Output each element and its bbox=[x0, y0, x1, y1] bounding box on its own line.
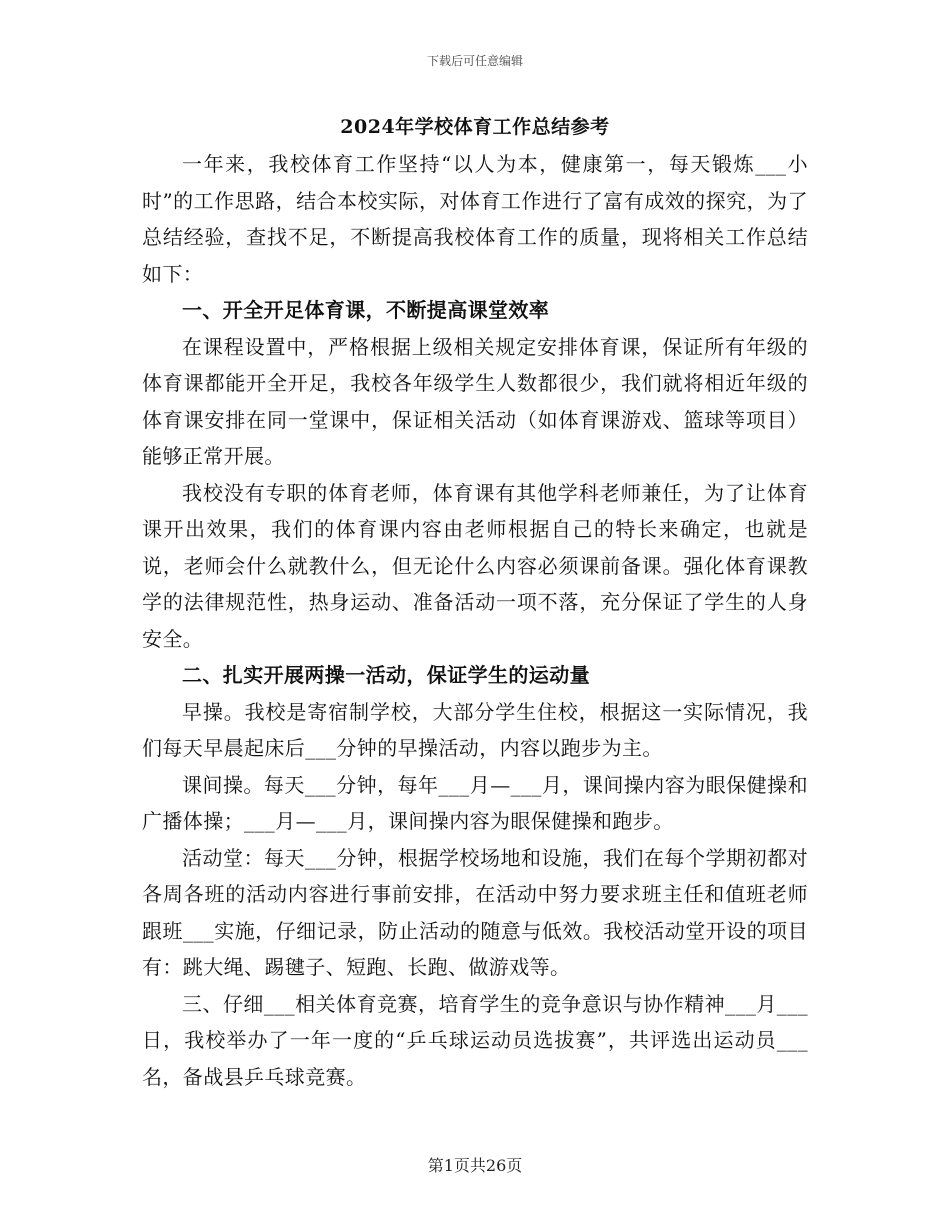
section-paragraph-3: 三、仔细___相关体育竞赛，培育学生的竞争意识与协作精神___月___日，我校举办了一年一度的“乒乓球运动员选拔赛”，共评选出运动员___名，备战县乒乓球竞赛。 bbox=[142, 991, 808, 1089]
page-number-footer: 第1页共26页 bbox=[427, 1156, 523, 1175]
document-title: 2024年学校体育工作总结参考 bbox=[340, 116, 610, 138]
body-paragraph: 课间操。每天___分钟，每年___月—___月，课间操内容为眼保健操和广播体操；___月—___月，课间操内容为眼保健操和跑步。 bbox=[142, 772, 808, 833]
document-body bbox=[142, 110, 808, 1095]
body-paragraph: 我校没有专职的体育老师，体育课有其他学科老师兼任，为了让体育课开出效果，我们的体育课内容由老师根据自己的特长来确定，也就是说，老师会什么就教什么，但无论什么内容必须课前备课。强化体育课教学的法律规范性，热身运动、准备活动一项不落，充分保证了学生的人身安全。 bbox=[142, 480, 808, 651]
body-paragraph: 活动堂：每天___分钟，根据学校场地和设施，我们在每个学期初都对各周各班的活动内容进行事前安排，在活动中努力要求班主任和值班老师跟班___实施，仔细记录，防止活动的随意与低效。我校活动堂开设的项目有：跳大绳、踢毽子、短跑、长跑、做游戏等。 bbox=[142, 845, 808, 979]
body-paragraph: 在课程设置中，严格根据上级相关规定安排体育课，保证所有年级的体育课都能开全开足，我校各年级学生人数都很少，我们就将相近年级的体育课安排在同一堂课中，保证相关活动（如体育课游戏、篮球等项目）能够正常开展。 bbox=[142, 334, 808, 468]
section-heading-2: 二、扎实开展两操一活动，保证学生的运动量 bbox=[182, 663, 590, 687]
page-header-note: 下载后可任意编辑 bbox=[426, 54, 523, 68]
body-paragraph: 早操。我校是寄宿制学校，大部分学生住校，根据这一实际情况，我们每天早晨起床后___分钟的早操活动，内容以跑步为主。 bbox=[142, 699, 808, 760]
section-heading-1: 一、开全开足体育课，不断提高课堂效率 bbox=[182, 298, 550, 322]
intro-paragraph: 一年来，我校体育工作坚持“以人为本，健康第一，每天锻炼___小时”的工作思路，结合本校实际，对体育工作进行了富有成效的探究，为了总结经验，查找不足，不断提高我校体育工作的质量，现将相关工作总结如下： bbox=[142, 152, 808, 286]
